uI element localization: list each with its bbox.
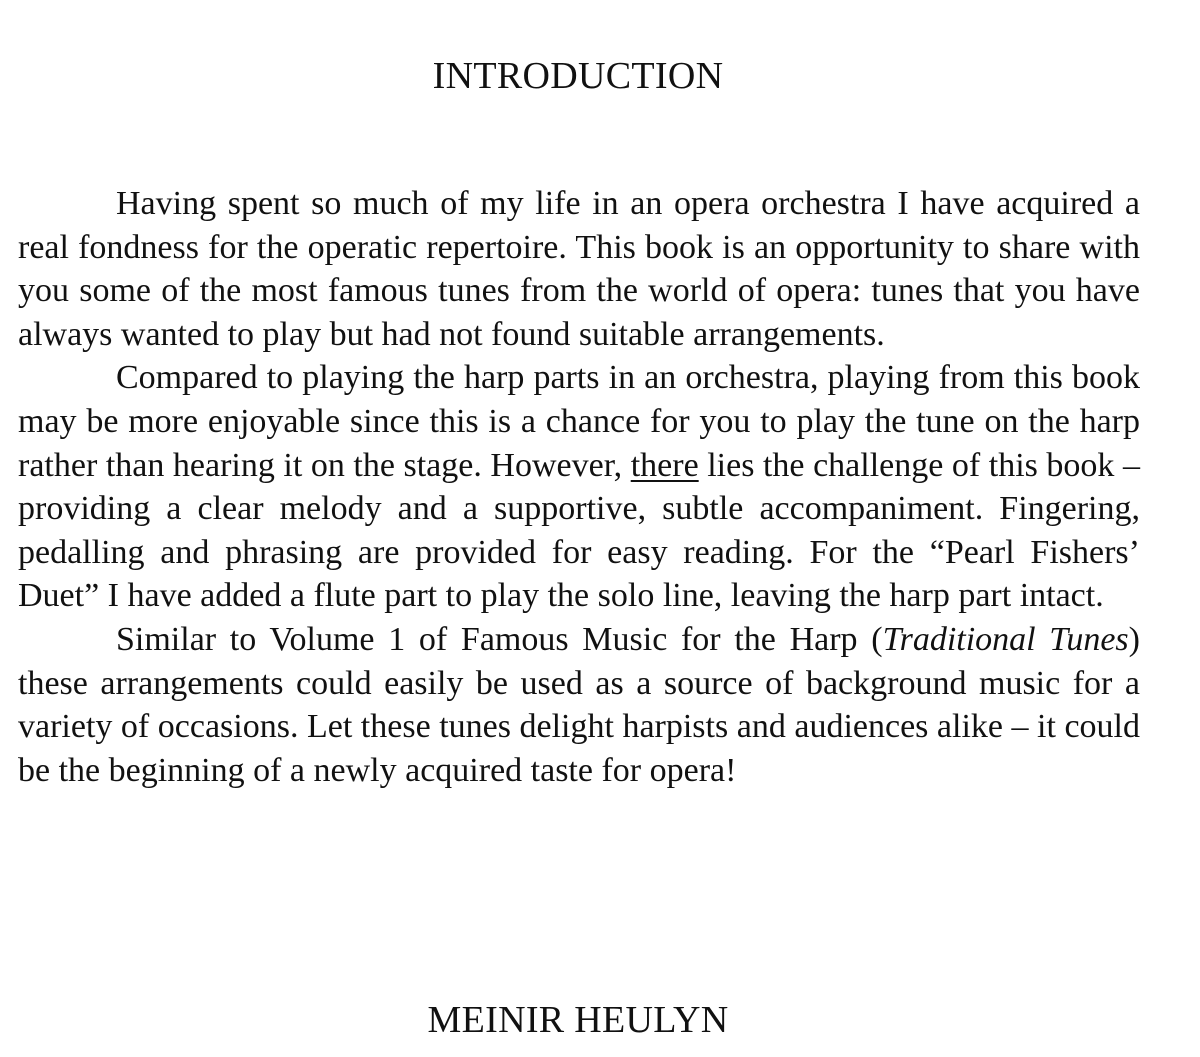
paragraph-3 xyxy=(18,618,1140,792)
page-title: INTRODUCTION xyxy=(432,55,724,97)
paragraph-2-text-end: lies the challenge of this book – providing a clear melody and a supportive, subtle accompaniment. Fingering, pedalling and phrasing are provided for easy reading. For the “Pearl Fishers’ Duet” I have added a flute part to play the solo line, leaving the harp part intact. xyxy=(18,446,1140,615)
author-signature: MEINIR HEULYN xyxy=(427,999,729,1041)
paragraph-1-text: Having spent so much of my life in an opera orchestra I have acquired a real fondness for the operatic repertoire. This book is an opportunity to share with you some of the most famous tunes from the world of opera: tunes that you have always wanted to play but had not found suitable arrangements. xyxy=(18,185,1140,353)
italic-volume-title: Traditional Tunes xyxy=(882,620,1129,658)
paragraph-2-text-start: Compared to playing the harp parts in an orchestra, playing from this book may be more enjoyable since this is a chance for you to play the tune on the harp rather than hearing it on the stage. However, xyxy=(18,359,1140,484)
paragraph-2 xyxy=(18,356,1140,618)
paragraph-1 xyxy=(18,182,1140,356)
introduction-body xyxy=(18,182,1140,792)
paragraph-3-text-start: Similar to Volume 1 of Famous Music for the Harp ( xyxy=(116,620,883,658)
underlined-word: there xyxy=(630,446,699,484)
paragraph-3-text-end: ) these arrangements could easily be used as a source of background music for a variety of occasions. Let these tunes delight harpists and audiences alike – it could be the beginning of a newly acquired taste for opera! xyxy=(18,620,1140,789)
